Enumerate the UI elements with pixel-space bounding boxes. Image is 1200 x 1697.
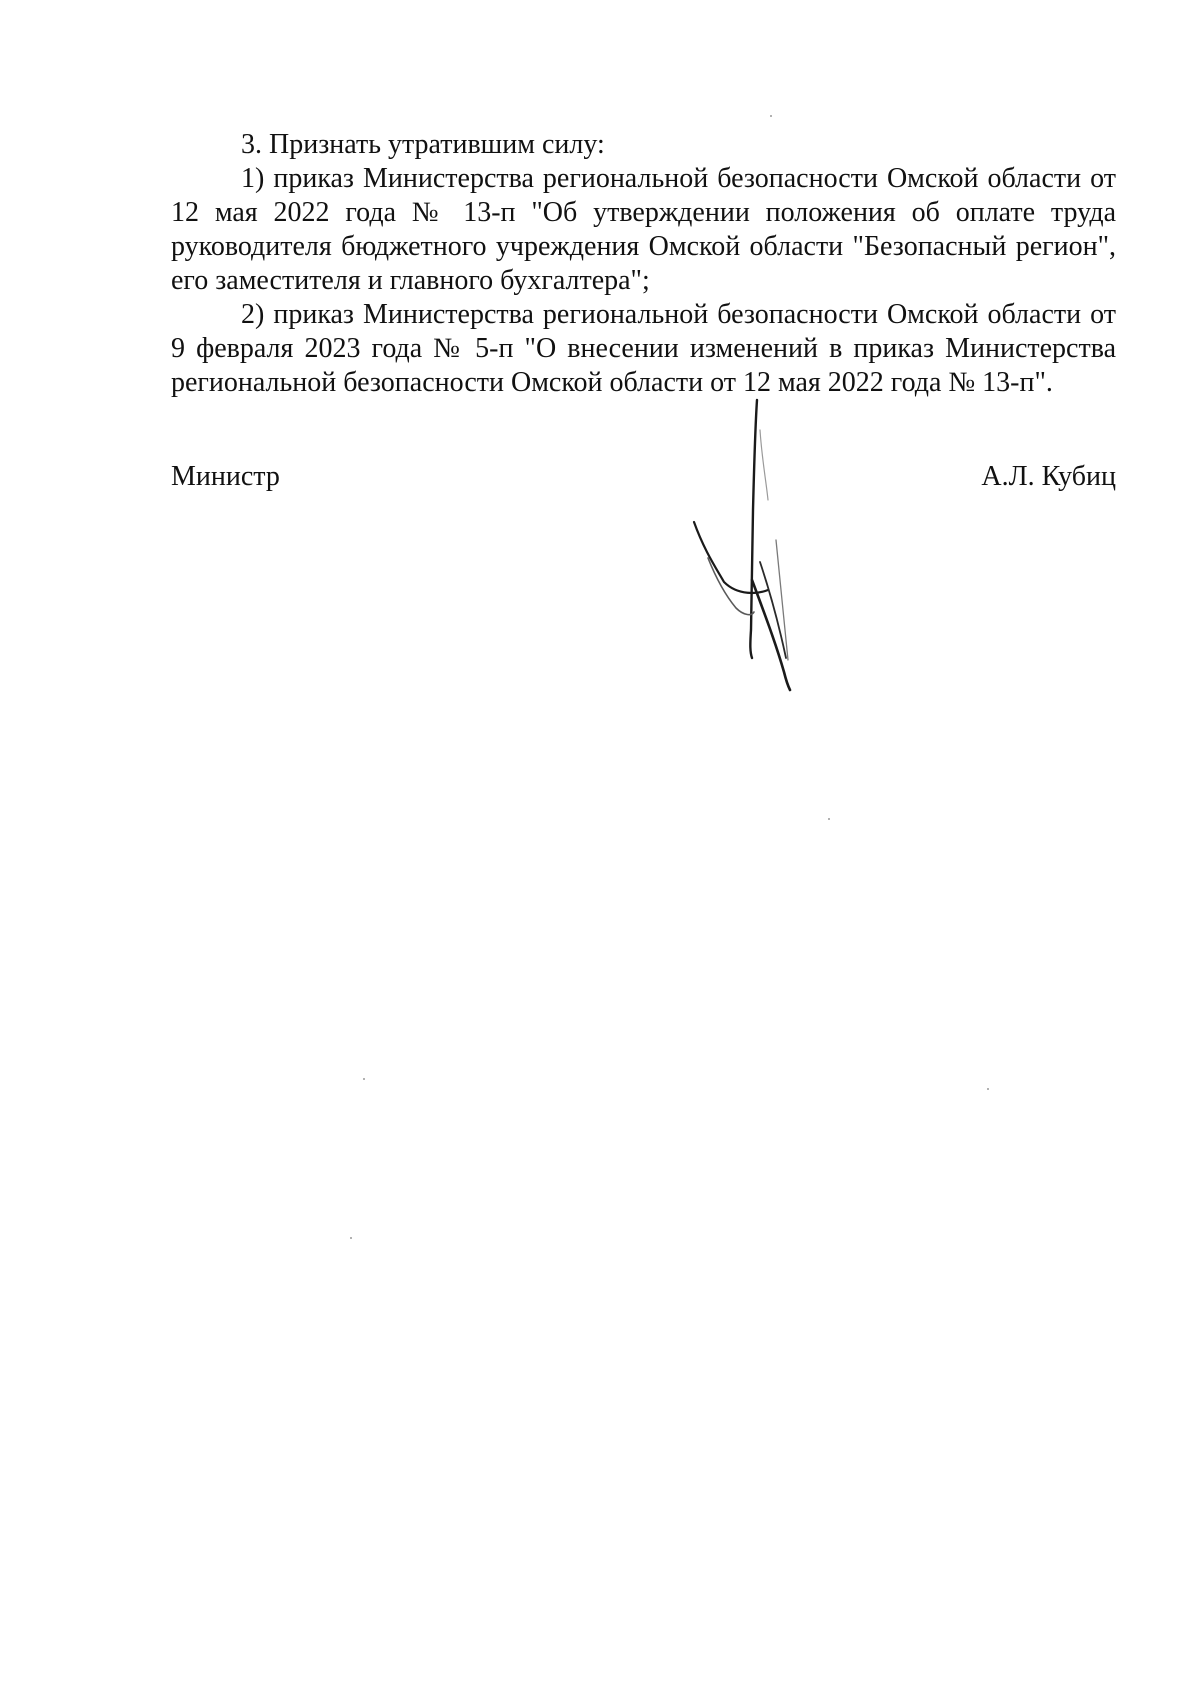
paragraph-item-3: 3. Признать утратившим силу:: [241, 129, 605, 160]
scan-speck: [987, 1088, 989, 1090]
scan-speck: [770, 115, 772, 117]
paragraph-subitem-2: 2) приказ Министерства региональной безопасности Омской области от 9 февраля 2023 года № 5-п "О внесении изменений в приказ Министерства региональной безопасности Омской области от 12 мая 2022 года № 13-п".: [171, 299, 1116, 398]
signatory-position: Министр: [171, 461, 280, 492]
scan-speck: [828, 818, 830, 820]
signatory-name: А.Л. Кубиц: [981, 461, 1116, 492]
scan-speck: [363, 1078, 365, 1080]
document-body: [171, 128, 1116, 400]
paragraph-subitem-1: 1) приказ Министерства региональной безопасности Омской области от 12 мая 2022 года № 13-п "Об утверждении положения об оплате труда руководителя бюджетного учреждения Омской области "Безопасный регион", его заместителя и главного бухгалтера";: [171, 163, 1116, 296]
handwritten-signature: [680, 390, 810, 700]
scan-speck: [350, 1237, 352, 1239]
